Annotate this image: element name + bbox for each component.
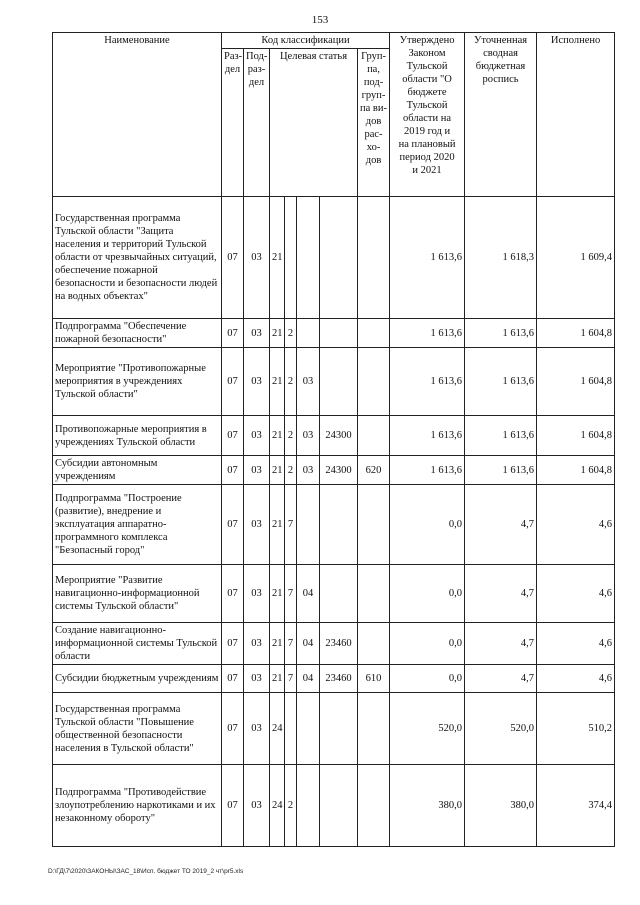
table-row: [53, 565, 615, 623]
subsection-code: 03: [244, 319, 270, 348]
row-name: Государственная программа Тульской области "Защита населения и территорий Тульской области от чрезвычайных ситуаций, обеспечение пожарной безопасности и безопасности людей на водных объектах": [53, 197, 222, 319]
subsection-code: 03: [244, 485, 270, 565]
executed-value: 4,6: [537, 665, 615, 693]
program-code: 21: [270, 565, 285, 623]
section-code: 07: [222, 693, 244, 765]
refined-value: 1 613,6: [465, 416, 537, 456]
direction-code: [320, 565, 358, 623]
section-code: 07: [222, 665, 244, 693]
group-code: [358, 693, 390, 765]
program-code: 21: [270, 485, 285, 565]
refined-value: 1 613,6: [465, 456, 537, 485]
row-name: Государственная программа Тульской области "Повышение общественной безопасности населения в Тульской области": [53, 693, 222, 765]
direction-code: 24300: [320, 416, 358, 456]
program-code: 21: [270, 197, 285, 319]
program-code: 21: [270, 456, 285, 485]
approved-value: 0,0: [390, 565, 465, 623]
group-code: [358, 485, 390, 565]
table-row: [53, 319, 615, 348]
program-code: 21: [270, 416, 285, 456]
program-code: 21: [270, 623, 285, 665]
section-code: 07: [222, 485, 244, 565]
section-code: 07: [222, 623, 244, 665]
direction-code: [320, 765, 358, 847]
group-header: Груп- па, под- груп- па ви- дов рас- хо- дов: [358, 49, 390, 197]
event-code: [297, 765, 320, 847]
subprogram-code: 2: [285, 319, 297, 348]
section-code: 07: [222, 416, 244, 456]
refined-value: 520,0: [465, 693, 537, 765]
program-code: 21: [270, 348, 285, 416]
direction-code: 24300: [320, 456, 358, 485]
subprogram-code: 7: [285, 665, 297, 693]
subprogram-code: 2: [285, 456, 297, 485]
event-code: [297, 693, 320, 765]
direction-code: 23460: [320, 665, 358, 693]
refined-value: 4,7: [465, 565, 537, 623]
subprogram-code: [285, 197, 297, 319]
section-header: Раз- дел: [222, 49, 244, 197]
group-code: 620: [358, 456, 390, 485]
subsection-code: 03: [244, 623, 270, 665]
subprogram-code: 7: [285, 565, 297, 623]
classification-header: Код классификации: [222, 33, 390, 49]
direction-code: [320, 197, 358, 319]
row-name: Мероприятие "Развитие навигационно-информационной системы Тульской области": [53, 565, 222, 623]
executed-value: 4,6: [537, 485, 615, 565]
direction-code: 23460: [320, 623, 358, 665]
group-code: [358, 565, 390, 623]
direction-code: [320, 485, 358, 565]
refined-value: 4,7: [465, 665, 537, 693]
header-row-1: [53, 33, 615, 49]
executed-value: 374,4: [537, 765, 615, 847]
refined-value: 4,7: [465, 485, 537, 565]
subprogram-code: 7: [285, 485, 297, 565]
event-code: 04: [297, 623, 320, 665]
executed-value: 4,6: [537, 623, 615, 665]
approved-value: 1 613,6: [390, 348, 465, 416]
program-code: 21: [270, 319, 285, 348]
executed-value: 1 604,8: [537, 456, 615, 485]
program-code: 24: [270, 765, 285, 847]
subsection-code: 03: [244, 456, 270, 485]
approved-value: 380,0: [390, 765, 465, 847]
executed-value: 1 604,8: [537, 348, 615, 416]
refined-value: 1 613,6: [465, 319, 537, 348]
section-code: 07: [222, 197, 244, 319]
executed-value: 510,2: [537, 693, 615, 765]
subsection-code: 03: [244, 665, 270, 693]
group-code: [358, 197, 390, 319]
row-name: Субсидии автономным учреждениям: [53, 456, 222, 485]
table-row: [53, 623, 615, 665]
row-name: Создание навигационно-информационной системы Тульской области: [53, 623, 222, 665]
group-code: [358, 765, 390, 847]
section-code: 07: [222, 319, 244, 348]
table-row: [53, 765, 615, 847]
direction-code: [320, 693, 358, 765]
section-code: 07: [222, 565, 244, 623]
section-code: 07: [222, 765, 244, 847]
subprogram-code: [285, 693, 297, 765]
approved-value: 0,0: [390, 485, 465, 565]
direction-code: [320, 348, 358, 416]
event-code: 03: [297, 416, 320, 456]
approved-value: 1 613,6: [390, 456, 465, 485]
row-name: Подпрограмма "Построение (развитие), внедрение и эксплуатация аппаратно-программного комплекса "Безопасный город": [53, 485, 222, 565]
budget-table: [52, 32, 615, 847]
subsection-code: 03: [244, 416, 270, 456]
event-code: 04: [297, 665, 320, 693]
group-code: [358, 348, 390, 416]
approved-value: 1 613,6: [390, 197, 465, 319]
table-row: [53, 665, 615, 693]
subprogram-code: 2: [285, 348, 297, 416]
approved-value: 1 613,6: [390, 319, 465, 348]
table-row: [53, 485, 615, 565]
subprogram-code: 2: [285, 765, 297, 847]
refined-value: 380,0: [465, 765, 537, 847]
subsection-code: 03: [244, 693, 270, 765]
approved-value: 1 613,6: [390, 416, 465, 456]
file-path-footer: D:\ГД\7\2020\ЗАКОНЫ\ЗАС_18\Исп. бюджет ТО 2019_2 чт\pr5.xls: [48, 868, 244, 875]
subprogram-code: 7: [285, 623, 297, 665]
table-row: [53, 693, 615, 765]
row-name: Подпрограмма "Противодействие злоупотреблению наркотиками и их незаконному обороту": [53, 765, 222, 847]
row-name: Мероприятие "Противопожарные мероприятия в учреждениях Тульской области": [53, 348, 222, 416]
program-code: 24: [270, 693, 285, 765]
page-number: 153: [311, 14, 329, 26]
section-code: 07: [222, 456, 244, 485]
event-code: [297, 485, 320, 565]
subsection-code: 03: [244, 348, 270, 416]
table-row: [53, 197, 615, 319]
subsection-code: 03: [244, 197, 270, 319]
event-code: [297, 197, 320, 319]
executed-value: 4,6: [537, 565, 615, 623]
approved-value: 0,0: [390, 665, 465, 693]
approved-header: Утверждено Законом Тульской области "О бюджете Тульской области на 2019 год и на плановый период 2020 и 2021: [390, 33, 465, 197]
event-code: [297, 319, 320, 348]
group-code: [358, 623, 390, 665]
group-code: 610: [358, 665, 390, 693]
event-code: 03: [297, 348, 320, 416]
refined-header: Уточненная сводная бюджетная роспись: [465, 33, 537, 197]
refined-value: 4,7: [465, 623, 537, 665]
subsection-header: Под- раз- дел: [244, 49, 270, 197]
row-name: Подпрограмма "Обеспечение пожарной безопасности": [53, 319, 222, 348]
direction-code: [320, 319, 358, 348]
approved-value: 520,0: [390, 693, 465, 765]
event-code: 03: [297, 456, 320, 485]
subprogram-code: 2: [285, 416, 297, 456]
subsection-code: 03: [244, 565, 270, 623]
group-code: [358, 416, 390, 456]
table-row: [53, 456, 615, 485]
executed-header: Исполнено: [537, 33, 615, 197]
group-code: [358, 319, 390, 348]
refined-value: 1 618,3: [465, 197, 537, 319]
subsection-code: 03: [244, 765, 270, 847]
event-code: 04: [297, 565, 320, 623]
section-code: 07: [222, 348, 244, 416]
table-row: [53, 416, 615, 456]
executed-value: 1 609,4: [537, 197, 615, 319]
table-row: [53, 348, 615, 416]
row-name: Субсидии бюджетным учреждениям: [53, 665, 222, 693]
target-header: Целевая статья: [270, 49, 358, 197]
executed-value: 1 604,8: [537, 416, 615, 456]
executed-value: 1 604,8: [537, 319, 615, 348]
row-name: Противопожарные мероприятия в учреждениях Тульской области: [53, 416, 222, 456]
program-code: 21: [270, 665, 285, 693]
name-header: Наименование: [53, 33, 222, 197]
refined-value: 1 613,6: [465, 348, 537, 416]
approved-value: 0,0: [390, 623, 465, 665]
